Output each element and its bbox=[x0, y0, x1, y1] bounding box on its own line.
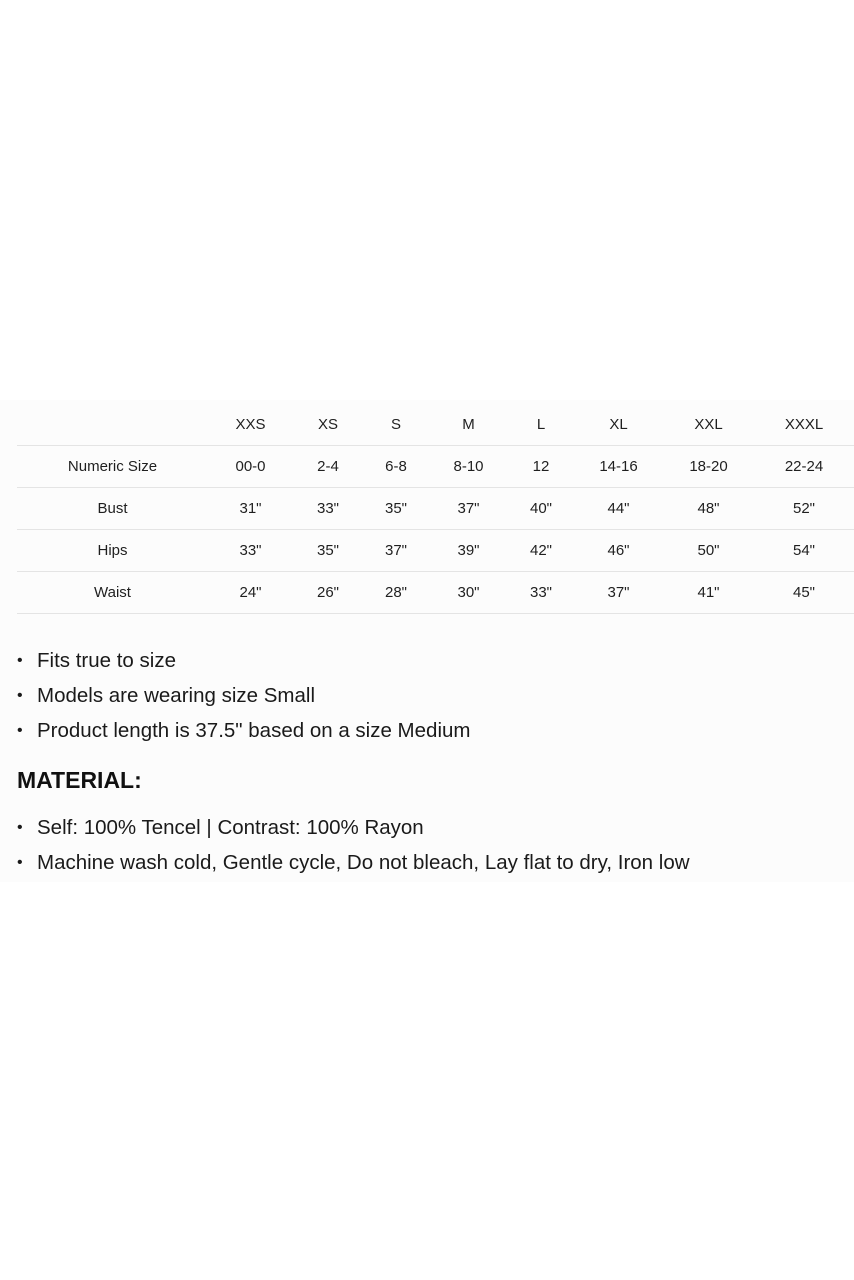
header-cell-empty bbox=[17, 404, 208, 446]
bullet-icon: • bbox=[17, 652, 23, 669]
material-item-text: Machine wash cold, Gentle cycle, Do not bleach, Lay flat to dry, Iron low bbox=[37, 851, 690, 874]
table-cell: 48" bbox=[663, 488, 754, 530]
bullet-icon: • bbox=[17, 687, 23, 704]
list-item bbox=[17, 810, 690, 845]
fit-note-text: Product length is 37.5" based on a size Medium bbox=[37, 719, 471, 742]
table-cell: 31" bbox=[208, 488, 293, 530]
table-cell: 30" bbox=[429, 572, 508, 614]
table-cell: 12 bbox=[508, 446, 574, 488]
row-label: Waist bbox=[17, 572, 208, 614]
table-cell: 24" bbox=[208, 572, 293, 614]
table-cell: 14-16 bbox=[574, 446, 663, 488]
size-chart-table bbox=[17, 404, 854, 614]
table-cell: 37" bbox=[363, 530, 429, 572]
table-cell: 28" bbox=[363, 572, 429, 614]
row-label: Bust bbox=[17, 488, 208, 530]
list-item bbox=[17, 678, 470, 713]
table-cell: 40" bbox=[508, 488, 574, 530]
header-cell-xxxl: XXXL bbox=[754, 404, 854, 446]
table-cell: 45" bbox=[754, 572, 854, 614]
table-cell: 46" bbox=[574, 530, 663, 572]
table-cell: 54" bbox=[754, 530, 854, 572]
row-label: Numeric Size bbox=[17, 446, 208, 488]
size-chart-header-row bbox=[17, 404, 854, 446]
table-cell: 00-0 bbox=[208, 446, 293, 488]
table-cell: 26" bbox=[293, 572, 363, 614]
table-cell: 37" bbox=[574, 572, 663, 614]
header-cell-s: S bbox=[363, 404, 429, 446]
table-cell: 33" bbox=[293, 488, 363, 530]
header-cell-xs: XS bbox=[293, 404, 363, 446]
table-cell: 41" bbox=[663, 572, 754, 614]
table-row-hips bbox=[17, 530, 854, 572]
bullet-icon: • bbox=[17, 854, 23, 871]
table-cell: 35" bbox=[293, 530, 363, 572]
list-item bbox=[17, 845, 690, 880]
header-cell-xxl: XXL bbox=[663, 404, 754, 446]
table-cell: 33" bbox=[508, 572, 574, 614]
row-label: Hips bbox=[17, 530, 208, 572]
table-cell: 2-4 bbox=[293, 446, 363, 488]
table-cell: 18-20 bbox=[663, 446, 754, 488]
material-item-text: Self: 100% Tencel | Contrast: 100% Rayon bbox=[37, 816, 424, 839]
table-cell: 33" bbox=[208, 530, 293, 572]
table-row-numeric-size bbox=[17, 446, 854, 488]
table-cell: 44" bbox=[574, 488, 663, 530]
material-list bbox=[17, 810, 690, 880]
table-cell: 50" bbox=[663, 530, 754, 572]
table-cell: 42" bbox=[508, 530, 574, 572]
fit-notes-list bbox=[17, 643, 470, 748]
table-cell: 22-24 bbox=[754, 446, 854, 488]
list-item bbox=[17, 643, 470, 678]
header-cell-l: L bbox=[508, 404, 574, 446]
table-cell: 35" bbox=[363, 488, 429, 530]
table-cell: 52" bbox=[754, 488, 854, 530]
table-cell: 6-8 bbox=[363, 446, 429, 488]
header-cell-xl: XL bbox=[574, 404, 663, 446]
table-cell: 37" bbox=[429, 488, 508, 530]
header-cell-m: M bbox=[429, 404, 508, 446]
bullet-icon: • bbox=[17, 819, 23, 836]
table-cell: 39" bbox=[429, 530, 508, 572]
list-item bbox=[17, 713, 470, 748]
fit-note-text: Fits true to size bbox=[37, 649, 176, 672]
bullet-icon: • bbox=[17, 722, 23, 739]
header-cell-xxs: XXS bbox=[208, 404, 293, 446]
table-row-bust bbox=[17, 488, 854, 530]
material-heading: MATERIAL: bbox=[17, 767, 142, 793]
fit-note-text: Models are wearing size Small bbox=[37, 684, 316, 707]
table-row-waist bbox=[17, 572, 854, 614]
table-cell: 8-10 bbox=[429, 446, 508, 488]
